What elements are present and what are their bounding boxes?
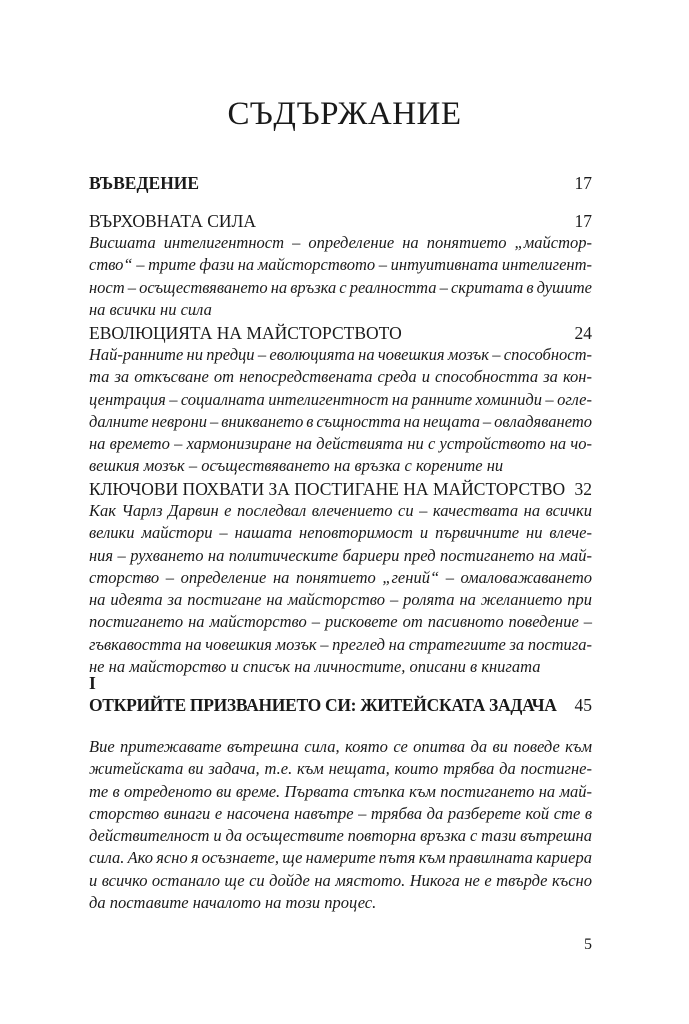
- toc-heading: ЕВОЛЮЦИЯТА НА МАЙСТОРСТВОТО: [89, 323, 402, 343]
- description-line: ния – рухването на политическите бариери пред постигането на май-: [89, 545, 592, 565]
- summary-line: и всичко останало ще си дойде на мястото. Никога не е твърде късно: [89, 870, 592, 890]
- description-line: ство“ – трите фази на майсторството – интуитивната интелигент-: [89, 255, 592, 275]
- description-line: та за откъсване от непосредствената среда и способността за кон-: [89, 367, 592, 387]
- description-line: ност – осъществяването на връзка с реалността – скритата в душите: [89, 277, 592, 297]
- description-line: на всички ни сила: [89, 299, 212, 319]
- toc-heading: КЛЮЧОВИ ПОХВАТИ ЗА ПОСТИГАНЕ НА МАЙСТОРСТВО: [89, 479, 566, 499]
- description-line: на идеята за постигане на майсторство – ролята на желанието при: [89, 590, 592, 610]
- toc-heading-row: [89, 322, 592, 344]
- page-number-folio: 5: [584, 936, 592, 953]
- description-line: на времето – хармонизиране на действията ни с устройството на чо-: [89, 434, 592, 454]
- part-page-number: 45: [574, 695, 592, 715]
- description-line: велики майстори – нашата неповторимост и първичните ни влече-: [89, 523, 592, 543]
- toc-entry-supreme-power: [89, 210, 592, 321]
- toc-page-number: 32: [574, 479, 592, 499]
- summary-line: житейската ви задача, т.е. към нещата, които трябва да постигне-: [89, 759, 592, 779]
- summary-line: действителност и да осъществите повторна връзка с тази вътрешна: [89, 826, 592, 846]
- toc-entry-evolution: [89, 322, 592, 478]
- toc-heading-row: [89, 172, 592, 194]
- toc-description: [89, 344, 592, 478]
- toc-page-number: 17: [574, 173, 592, 193]
- part-heading-row: [89, 694, 592, 716]
- page-title: СЪДЪРЖАНИЕ: [227, 96, 462, 132]
- description-line: не на майсторство и списък на личностите, описани в книгата: [89, 657, 541, 677]
- description-line: постигането на майсторство – рисковете от пасивното поведение –: [89, 612, 592, 632]
- description-line: сторство – определение на понятието „гений“ – омаловажаването: [89, 567, 592, 587]
- summary-line: те в отреденото ви време. Първата стъпка към постигането на май-: [89, 781, 592, 801]
- toc-heading-row: [89, 478, 592, 500]
- description-line: Най-ранните ни предци – еволюцията на човешкия мозък – способност-: [89, 345, 592, 364]
- toc-heading-row: [89, 210, 592, 232]
- part-number: I: [89, 673, 96, 693]
- summary-line: сила. Ако ясно я осъзнаете, ще намерите пътя към правилната кариера: [89, 848, 592, 868]
- description-line: Висшата интелигентност – определение на понятието „майстор-: [89, 233, 592, 252]
- summary-line: да поставите началото на този процес.: [89, 893, 377, 913]
- toc-entry-key-techniques: [89, 478, 592, 678]
- description-line: далните неврони – вникването в същността на нещата – овладяването: [89, 411, 592, 431]
- description-line: вешкия мозък – осъществяването на връзка с корените ни: [89, 456, 504, 476]
- summary-line: сторство винаги е насочена навътре – трябва да разберете кой сте в: [89, 803, 592, 823]
- toc-heading: ВЪВЕДЕНИЕ: [89, 173, 200, 193]
- description-line: центрация – социалната интелигентност на ранните хоминиди – огле-: [89, 389, 592, 409]
- part-summary: [89, 736, 592, 914]
- toc-part-one: [89, 672, 592, 914]
- part-heading: ОТКРИЙТЕ ПРИЗВАНИЕТО СИ: ЖИТЕЙСКАТА ЗАДАЧА: [89, 695, 557, 715]
- toc-page-number: 17: [574, 211, 592, 231]
- description-line: Как Чарлз Дарвин е последвал влечението си – качествата на всички: [89, 501, 592, 520]
- toc-description: [89, 232, 592, 321]
- toc-description: [89, 500, 592, 678]
- toc-entry-introduction: [89, 172, 592, 194]
- toc-heading: ВЪРХОВНАТА СИЛА: [89, 211, 257, 231]
- description-line: гъвкавостта на човешкия мозък – преглед на стратегиите за постига-: [89, 634, 592, 654]
- summary-line: Вие притежавате вътрешна сила, която се опитва да ви поведе към: [89, 737, 592, 756]
- toc-page-number: 24: [574, 323, 592, 343]
